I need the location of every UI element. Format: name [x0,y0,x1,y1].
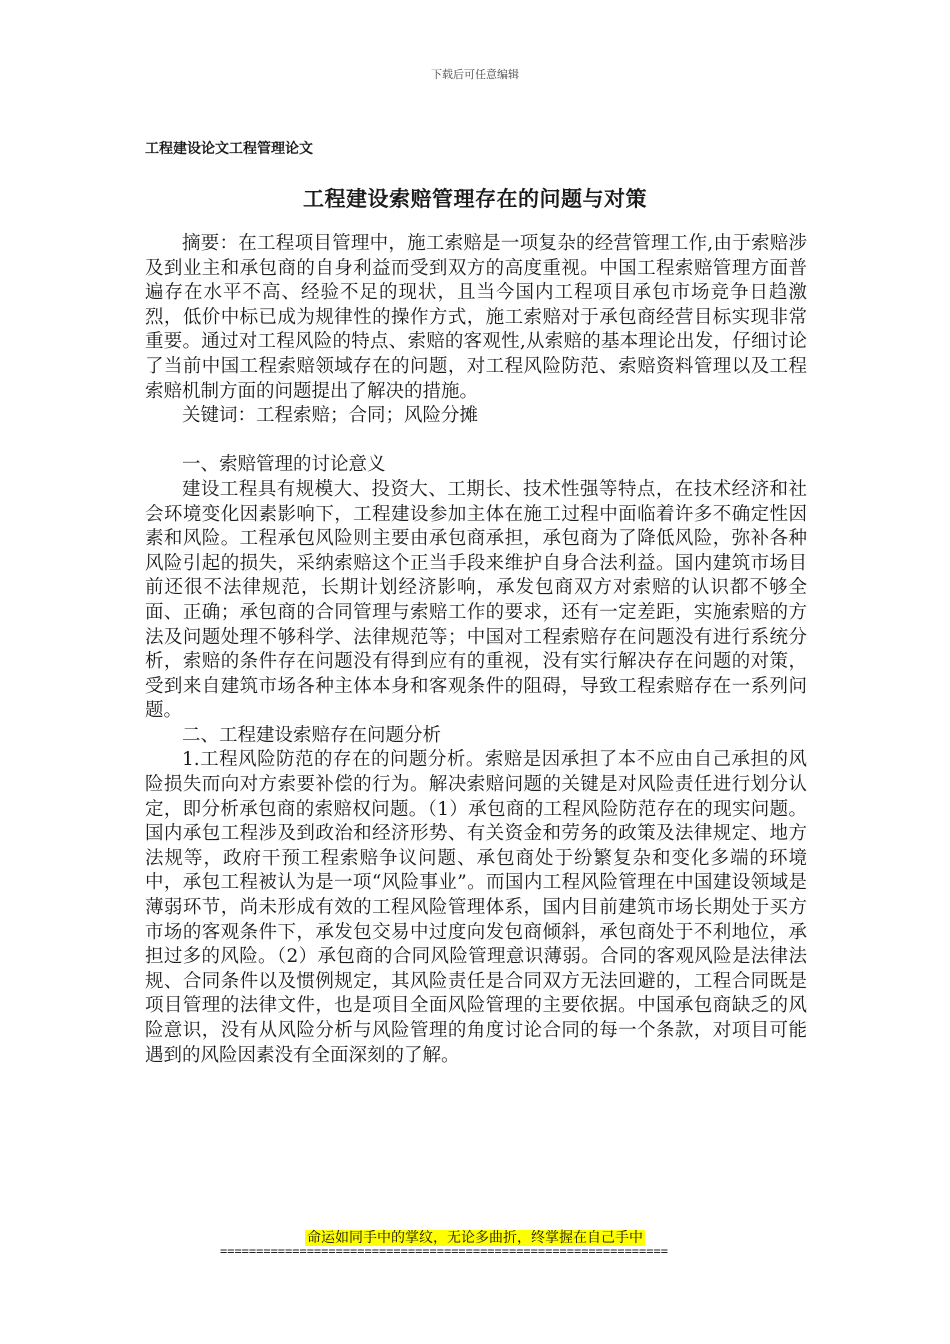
section-heading-2: 二、工程建设索赔存在问题分析 [182,724,442,746]
section-2-paragraph: 1.工程风险防范的存在的问题分析。索赔是因承担了本不应由自己承担的风险损失而向对方索要补偿的行为。解决索赔问题的关键是对风险责任进行划分认定，即分析承包商的索赔权问题。（1）承包商的工程风险防范存在的现实问题。国内承包工程涉及到政治和经济形势、有关资金和劳务的政策及法律规定、地方法规等，政府干预工程索赔争议问题、承包商处于纷繁复杂和变化多端的环境中，承包工程被认为是一项“风险事业”。而国内工程风险管理在中国建设领域是薄弱环节，尚未形成有效的工程风险管理体系，国内目前建筑市场长期处于买方市场的客观条件下，承发包交易中过度向发包商倾斜，承包商处于不利地位，承担过多的风险。（2）承包商的合同风险管理意识薄弱。合同的客观风险是法律法规、合同条件以及惯例规定，其风险责任是合同双方无法回避的，工程合同既是项目管理的法律文件，也是项目全面风险管理的主要依据。中国承包商缺乏的风险意识，没有从风险分析与风险管理的角度讨论合同的每一个条款，对项目可能遇到的风险因素没有全面深刻的了解。 [145,749,807,1066]
document-body [145,232,807,1068]
section-1-paragraph: 建设工程具有规模大、投资大、工期长、技术性强等特点，在技术经济和社会环境变化因素影响下，工程建设参加主体在施工过程中面临着许多不确定性因素和风险。工程承包风险则主要由承包商承担，承包商为了降低风险，弥补各种风险引起的损失，采纳索赔这个正当手段来维护自身合法利益。国内建筑市场目前还很不法律规范，长期计划经济影响，承发包商双方对索赔的认识都不够全面、正确；承包商的合同管理与索赔工作的要求，还有一定差距，实施索赔的方法及问题处理不够科学、法律规范等；中国对工程索赔存在问题没有进行系统分析，索赔的条件存在问题没有得到应有的重视，没有实行解决存在问题的对策，受到来自建筑市场各种主体本身和客观条件的阻碍，导致工程索赔存在一系列问题。 [145,478,807,722]
page-header-note: 下载后可任意编辑 [431,68,519,81]
document-category: 工程建设论文工程管理论文 [145,141,313,157]
abstract-paragraph: 摘要：在工程项目管理中，施工索赔是一项复杂的经营管理工作,由于索赔涉及到业主和承包商的自身利益而受到双方的高度重视。中国工程索赔管理方面普遍存在水平不高、经验不足的现状，且当今国内工程项目承包市场竞争日趋激烈，低价中标已成为规律性的操作方式，施工索赔对于承包商经营目标实现非常重要。通过对工程风险的特点、索赔的客观性,从索赔的基本理论出发，仔细讨论了当前中国工程索赔领域存在的问题，对工程风险防范、索赔资料管理以及工程索赔机制方面的问题提出了解决的措施。 [145,233,807,402]
keywords-line: 关键词：工程索赔；合同；风险分摊 [182,405,479,427]
footer-divider: ============================================================== [220,1244,668,1258]
document-title: 工程建设索赔管理存在的问题与对策 [303,187,647,211]
motto-text: 命运如同手中的掌纹，无论多曲折，终掌握在自己手中 [307,1230,643,1246]
blank-line [145,429,807,454]
section-heading-1: 一、索赔管理的讨论意义 [182,454,386,476]
